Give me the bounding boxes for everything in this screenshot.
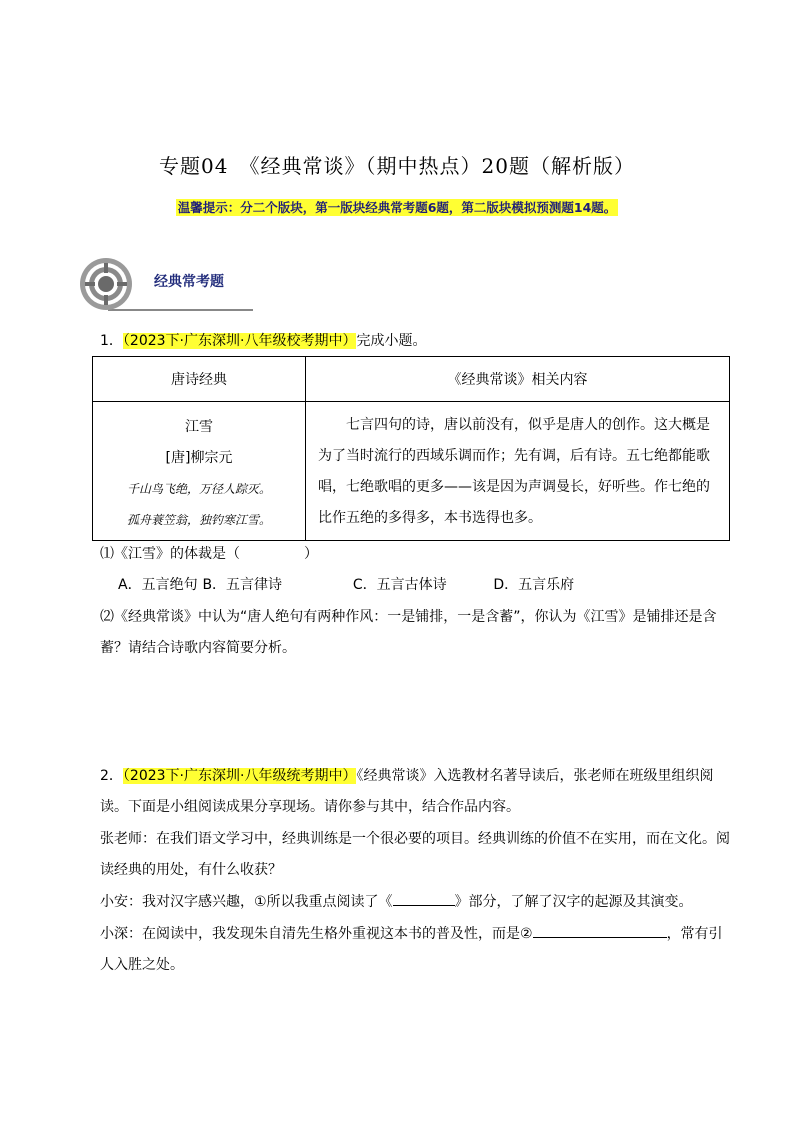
tip-text: 温馨提示：分二个版块，第一版块经典常考题6题，第二版块模拟预测题14题。 — [177, 200, 617, 215]
page-title: 专题04 《经典常谈》（期中热点）20题（解析版） — [159, 154, 635, 178]
question-number: 2． — [100, 768, 123, 784]
xiaoshen-statement — [100, 919, 732, 981]
sub-question-1-close: ） — [304, 546, 318, 562]
table-header-poem: 唐诗经典 — [93, 357, 306, 402]
sub-question-2: ⑵《经典常谈》中认为“唐人绝句有两种作风：一是铺排，一是含蓄”，你认为《江雪》是铺排还是含蓄？请结合诗歌内容简要分析。 — [100, 609, 717, 656]
poem-line: 孤舟蓑笠翁，独钓寒江雪。 — [126, 513, 271, 527]
option-b[interactable]: B．五言律诗 — [202, 577, 283, 593]
blank-1[interactable] — [393, 891, 455, 906]
content-cell: 七言四句的诗，唐以前没有，似乎是唐人的创作。这大概是为了当时流行的西域乐调而作；先有调，后有诗。五七绝都能歌唱，七绝歌唱的更多——该是因为声调曼长，好听些。作七绝的比作五绝的多得多，本书选得也多。 — [306, 402, 730, 541]
poem-title: 江雪 — [185, 419, 213, 435]
options-row — [118, 574, 574, 594]
xiaoan-statement — [100, 887, 732, 918]
poem-line: 千山鸟飞绝，万径人踪灭。 — [126, 482, 271, 496]
xiaoshen-text-b: ，常有引人入胜之处。 — [100, 926, 723, 973]
xiaoan-text-a: 小安：我对汉字感兴趣，①所以我重点阅读了《 — [100, 894, 393, 910]
blank-2[interactable] — [533, 923, 667, 938]
question-intro-text: 《经典常谈》入选教材名著导读后，张老师在班级里组织阅读。下面是小组阅读成果分享现场。请你参与其中，结合作品内容。 — [100, 768, 714, 815]
question-1-header — [100, 330, 426, 350]
poem-table — [92, 356, 730, 541]
question-number: 1． — [100, 333, 123, 349]
xiaoshen-text-a: 小深：在阅读中，我发现朱自清先生格外重视这本书的普及性，而是② — [100, 926, 533, 942]
option-d[interactable]: D．五言乐府 — [493, 577, 575, 593]
poem-author: [唐]柳宗元 — [165, 450, 233, 466]
option-c[interactable]: C．五言古体诗 — [352, 577, 447, 593]
table-header-content: 《经典常谈》相关内容 — [306, 357, 730, 402]
tip-banner — [0, 198, 794, 216]
question-2-intro — [100, 761, 732, 823]
question-source: （2023下·广东深圳·八年级统考期中） — [122, 768, 357, 784]
teacher-statement: 张老师：在我们语文学习中，经典训练是一个很必要的项目。经典训练的价值不在实用，而在文化。阅读经典的用处，有什么收获？ — [100, 831, 730, 878]
section-title: 经典常考题 — [154, 274, 224, 290]
sub-question-1 — [100, 543, 318, 563]
question-source: （2023下·广东深圳·八年级校考期中） — [122, 333, 357, 349]
poem-cell — [93, 402, 306, 541]
xiaoan-text-b: 》部分，了解了汉字的起源及其演变。 — [454, 894, 693, 910]
section-header — [78, 258, 258, 312]
sub-question-1-text: ⑴《江雪》的体裁是（ — [100, 546, 240, 562]
option-a[interactable]: A．五言绝句 — [118, 577, 198, 593]
question-instruction: 完成小题。 — [356, 333, 427, 349]
